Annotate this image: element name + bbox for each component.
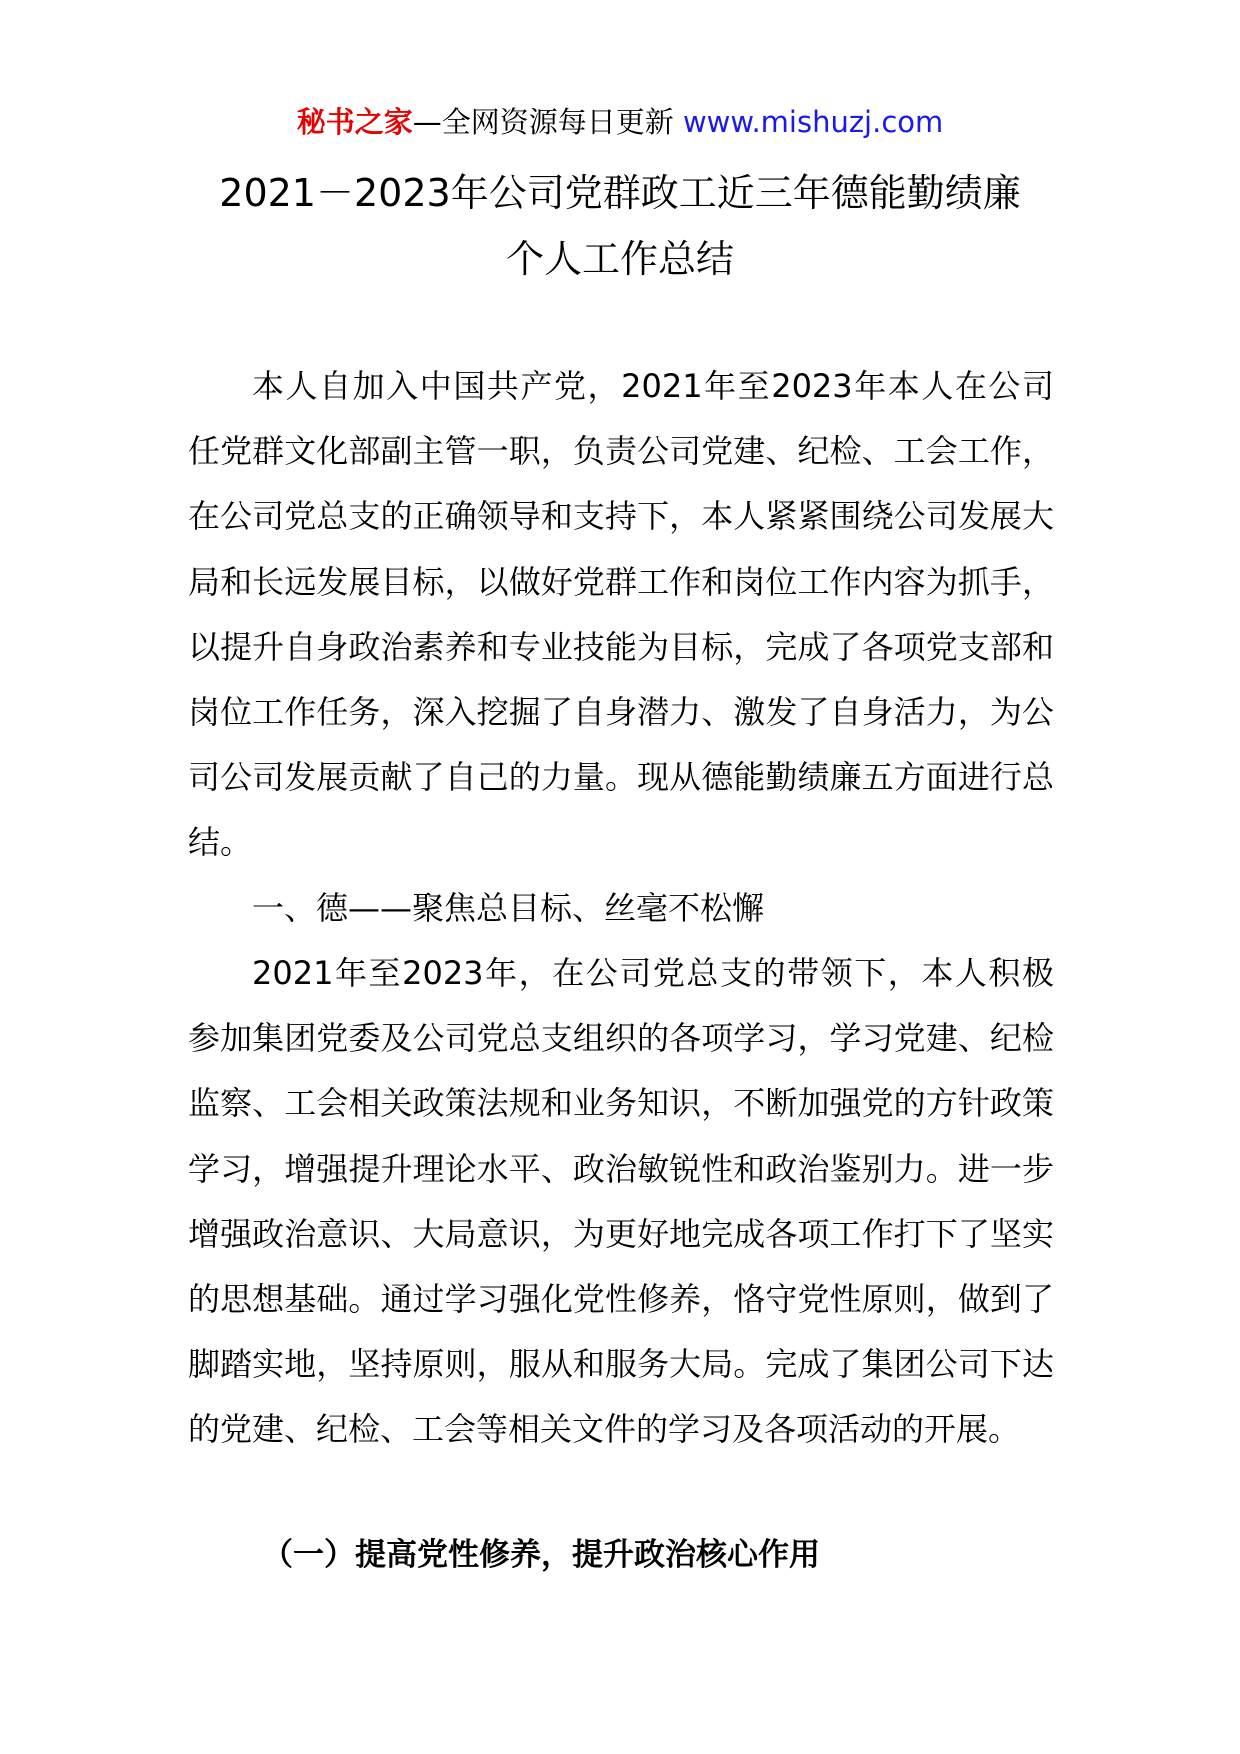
brand-name: 秘书之家 xyxy=(296,105,413,139)
site-header xyxy=(0,102,1240,142)
document-title xyxy=(0,160,1240,292)
subsection-heading: （一）提高党性修养，提升政治核心作用 xyxy=(262,1537,820,1573)
title-line-2: 个人工作总结 xyxy=(505,237,734,281)
section-paragraph: 2021年至2023年，在公司党总支的带领下，本人积极参加集团党委及公司党总支组织的各项学习，学习党建、纪检监察、工会相关政策法规和业务知识，不断加强党的方针政策学习，增强提升理论水平、政治敏锐性和政治鉴别力。进一步增强政治意识、大局意识，为更好地完成各项工作打下了坚实的思想基础。通过学习强化党性修养，恪守党性原则，做到了脚踏实地，坚持原则，服从和服务大局。完成了集团公司下达的党建、纪检、工会等相关文件的学习及各项活动的开展。 xyxy=(188,954,1054,1449)
section-heading: 一、德——聚焦总目标、丝毫不松懈 xyxy=(252,889,765,927)
title-line-1: 2021－2023年公司党群政工近三年德能勤绩廉 xyxy=(219,171,1021,215)
header-slogan: —全网资源每日更新 xyxy=(412,105,674,139)
site-url-link[interactable]: www.mishuzj.com xyxy=(682,105,944,139)
intro-paragraph: 本人自加入中国共产党，2021年至2023年本人在公司任党群文化部副主管一职，负责公司党建、纪检、工会工作，在公司党总支的正确领导和支持下，本人紧紧围绕公司发展大局和长远发展目标，以做好党群工作和岗位工作内容为抓手，以提升自身政治素养和专业技能为目标，完成了各项党支部和岗位工作任务，深入挖掘了自身潜力、激发了自身活力，为公司公司发展贡献了自己的力量。现从德能勤绩廉五方面进行总结。 xyxy=(188,367,1054,862)
